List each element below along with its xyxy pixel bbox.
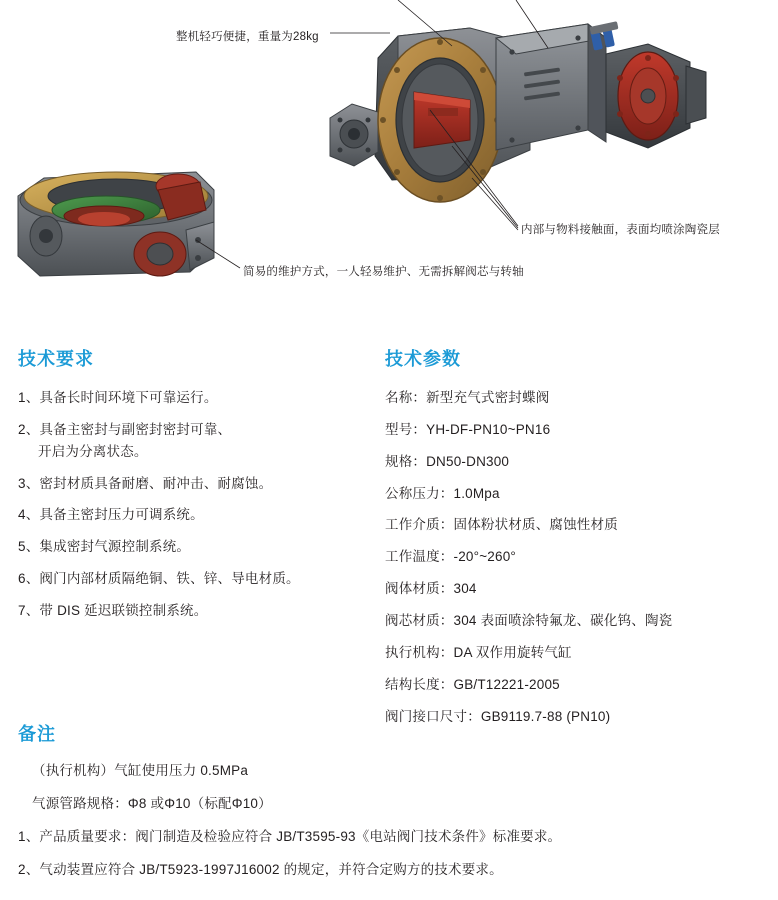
remark-line: （执行机构）气缸使用压力 0.5MPa xyxy=(32,763,249,778)
remarks-list xyxy=(18,760,763,880)
requirement-body: 具备主密封与副密封密封可靠、 xyxy=(39,421,232,437)
callout-ceramic-coating: 内部与物料接触面，表面均喷涂陶瓷层 xyxy=(521,224,720,236)
parameter-label: 工作介质： xyxy=(385,517,454,533)
callout-weight: 整机轻巧便捷，重量为28kg xyxy=(176,31,319,43)
technical-requirements-section xyxy=(18,345,368,632)
remark-line: 气源管路规格：Φ8 或Φ10（标配Φ10） xyxy=(32,795,272,811)
requirement-item xyxy=(18,387,368,409)
parameter-value: 固体粉状材质、腐蚀性材质 xyxy=(453,517,618,533)
requirement-continuation: 开启为分离状态。 xyxy=(38,443,148,459)
parameter-value: DN50-DN300 xyxy=(426,453,510,469)
parameter-value: 304 xyxy=(453,581,477,597)
requirement-text: 7、 xyxy=(18,603,40,619)
parameter-label: 阀芯材质： xyxy=(385,613,454,629)
main-valve-assembly xyxy=(330,21,706,202)
parameter-value: YH-DF-PN10~PN16 xyxy=(426,421,551,437)
requirement-body: 阀门内部材质隔绝铜、铁、锌、导电材质。 xyxy=(39,571,300,587)
requirement-body: 具备主密封压力可调系统。 xyxy=(39,507,204,523)
remarks-section xyxy=(18,720,763,891)
technical-requirements-list xyxy=(18,387,368,622)
parameter-label: 阀门接口尺寸： xyxy=(385,708,481,724)
requirement-text: 5、 xyxy=(18,539,40,555)
requirement-item xyxy=(18,600,368,622)
parameter-value: GB9119.7-88 (PN10) xyxy=(480,708,611,724)
technical-parameters-section xyxy=(385,345,765,737)
parameter-row xyxy=(385,483,765,505)
parameter-row xyxy=(385,610,765,632)
parameter-value: 304 表面喷涂特氟龙、碳化钨、陶瓷 xyxy=(453,613,673,629)
requirement-body: 具备长时间环境下可靠运行。 xyxy=(39,390,218,405)
requirement-body: 带 DIS 延迟联锁控制系统。 xyxy=(39,603,208,619)
requirement-item xyxy=(18,536,368,558)
parameter-row xyxy=(385,514,765,536)
maintenance-view-assembly xyxy=(18,172,214,276)
parameter-row xyxy=(385,578,765,600)
callout-easy-maintenance: 简易的维护方式，一人轻易维护、无需拆解阀芯与转轴 xyxy=(243,266,524,278)
technical-parameters-list xyxy=(385,387,765,727)
parameter-label: 工作温度： xyxy=(385,549,454,565)
requirement-body: 密封材质具备耐磨、耐冲击、耐腐蚀。 xyxy=(39,475,273,491)
requirement-body: 集成密封气源控制系统。 xyxy=(39,539,191,555)
parameter-row xyxy=(385,642,765,664)
requirement-item xyxy=(18,504,368,526)
technical-parameters-heading: 技术参数 xyxy=(385,349,461,369)
requirement-text: 3、 xyxy=(18,475,40,491)
requirement-item xyxy=(18,419,368,463)
parameter-row xyxy=(385,674,765,696)
requirement-text: 2、 xyxy=(18,421,40,437)
product-illustration xyxy=(0,0,778,320)
technical-requirements-heading: 技术要求 xyxy=(18,349,94,369)
parameter-label: 阀体材质： xyxy=(385,581,454,597)
parameter-value: -20°~260° xyxy=(453,549,517,565)
parameter-value: 新型充气式密封蝶阀 xyxy=(426,390,550,405)
requirement-text: 4、 xyxy=(18,507,40,523)
remark-line: 2、气动装置应符合 JB/T5923-1997J16002 的规定，并符合定购方的技术要求。 xyxy=(18,861,503,877)
parameter-label: 型号： xyxy=(385,421,427,437)
parameter-label: 执行机构： xyxy=(385,644,454,660)
parameter-row xyxy=(385,546,765,568)
parameter-label: 公称压力： xyxy=(385,485,454,501)
parameter-value: GB/T12221-2005 xyxy=(453,676,560,692)
requirement-item xyxy=(18,473,368,495)
parameter-row xyxy=(385,387,765,409)
remarks-heading: 备注 xyxy=(18,724,56,744)
parameter-label: 结构长度： xyxy=(385,676,454,692)
remark-line: 1、产品质量要求：阀门制造及检验应符合 JB/T3595-93《电站阀门技术条件》标准要求。 xyxy=(18,828,562,844)
requirement-item xyxy=(18,568,368,590)
requirement-text: 6、 xyxy=(18,571,40,587)
parameter-row xyxy=(385,419,765,441)
parameter-value: DA 双作用旋转气缸 xyxy=(453,644,572,660)
parameter-label: 名称： xyxy=(385,390,427,405)
parameter-value: 1.0Mpa xyxy=(453,485,500,501)
parameter-row xyxy=(385,451,765,473)
requirement-text: 1、 xyxy=(18,390,40,405)
parameter-label: 规格： xyxy=(385,453,427,469)
